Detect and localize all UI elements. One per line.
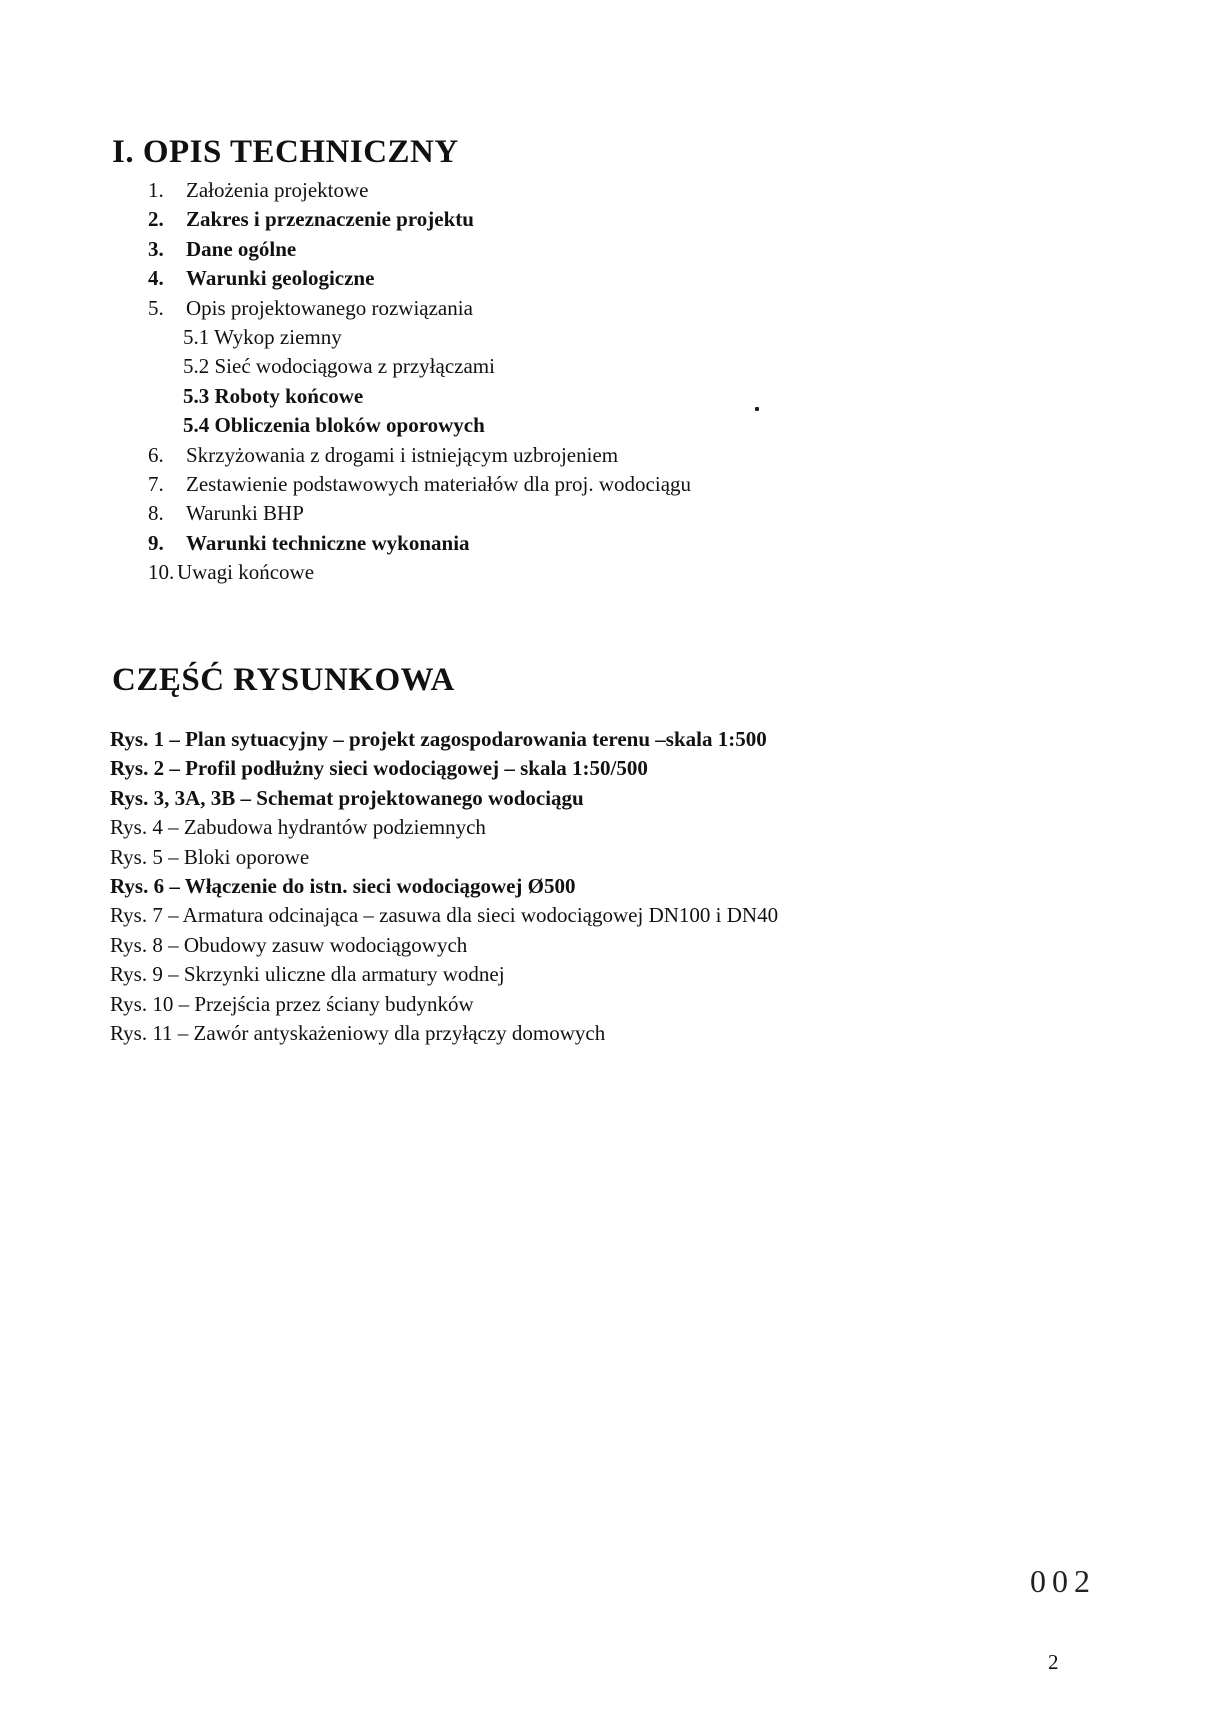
list-item (148, 235, 691, 264)
page-number: 2 (1048, 1650, 1059, 1674)
item-text: Założenia projektowe (186, 178, 369, 202)
item-number: 8. (148, 501, 164, 526)
list-item (148, 470, 691, 499)
section-title-drawings: CZĘŚĆ RYSUNKOWA (112, 662, 455, 698)
drawing-item: Rys. 4 – Zabudowa hydrantów podziemnych (110, 815, 486, 840)
list-item (148, 441, 691, 470)
sub-list-item (148, 352, 691, 381)
drawing-item: Rys. 10 – Przejścia przez ściany budynków (110, 991, 474, 1016)
list-item (148, 294, 691, 323)
item-number: 6. (148, 442, 164, 467)
drawing-item: Rys. 9 – Skrzynki uliczne dla armatury wodnej (110, 962, 505, 987)
item-text: 5.1 Wykop ziemny (183, 324, 342, 349)
item-number: 4. (148, 266, 164, 291)
list-item (148, 499, 691, 528)
item-text: Skrzyżowania z drogami i istniejącym uzbrojeniem (186, 442, 619, 467)
sub-list-item (148, 323, 691, 352)
item-number: 3. (148, 236, 164, 261)
item-text: Warunki BHP (186, 501, 304, 526)
item-number: 10. (148, 560, 175, 585)
drawing-item: Rys. 2 – Profil podłużny sieci wodociągowej – skala 1:50/500 (110, 756, 648, 781)
drawing-item: Rys. 11 – Zawór antyskażeniowy dla przyłączy domowych (110, 1020, 606, 1045)
sub-list-item (148, 411, 691, 440)
list-item (148, 176, 691, 205)
list-item (148, 264, 691, 293)
drawing-item: Rys. 8 – Obudowy zasuw wodociągowych (110, 932, 468, 957)
item-text: Warunki geologiczne (186, 266, 375, 291)
drawing-item: Rys. 7 – Armatura odcinająca – zasuwa dla sieci wodociągowej DN100 i DN40 (110, 903, 779, 928)
scan-speck (755, 407, 759, 411)
drawing-item: Rys. 5 – Bloki oporowe (110, 844, 310, 869)
technical-description-list (148, 176, 691, 587)
item-text: Warunki techniczne wykonania (186, 530, 470, 555)
item-text: Zakres i przeznaczenie projektu (186, 207, 474, 232)
item-number: 2. (148, 207, 164, 232)
item-number: 9. (148, 530, 164, 555)
item-number: 1. (148, 178, 164, 202)
item-text: Opis projektowanego rozwiązania (186, 295, 473, 320)
list-item (148, 558, 691, 587)
list-item (148, 529, 691, 558)
list-item (148, 205, 691, 234)
drawing-item: Rys. 1 – Plan sytuacyjny – projekt zagospodarowania terenu –skala 1:500 (110, 727, 767, 751)
drawings-list (110, 725, 778, 1048)
item-number: 5. (148, 295, 164, 320)
item-text: 5.2 Sieć wodociągowa z przyłączami (183, 354, 495, 379)
item-text: Dane ogólne (186, 236, 297, 261)
item-number: 7. (148, 471, 164, 496)
section-title-technical-description: I. OPIS TECHNICZNY (112, 134, 459, 170)
drawing-item: Rys. 3, 3A, 3B – Schemat projektowanego wodociągu (110, 785, 584, 810)
sub-list-item (148, 382, 691, 411)
stamp-number: 002 (1030, 1563, 1096, 1599)
item-text: Uwagi końcowe (177, 560, 315, 585)
drawing-item: Rys. 6 – Włączenie do istn. sieci wodociągowej Ø500 (110, 873, 576, 898)
item-text: 5.4 Obliczenia bloków oporowych (183, 413, 485, 438)
item-text: Zestawienie podstawowych materiałów dla proj. wodociągu (186, 471, 692, 496)
item-text: 5.3 Roboty końcowe (183, 383, 364, 408)
